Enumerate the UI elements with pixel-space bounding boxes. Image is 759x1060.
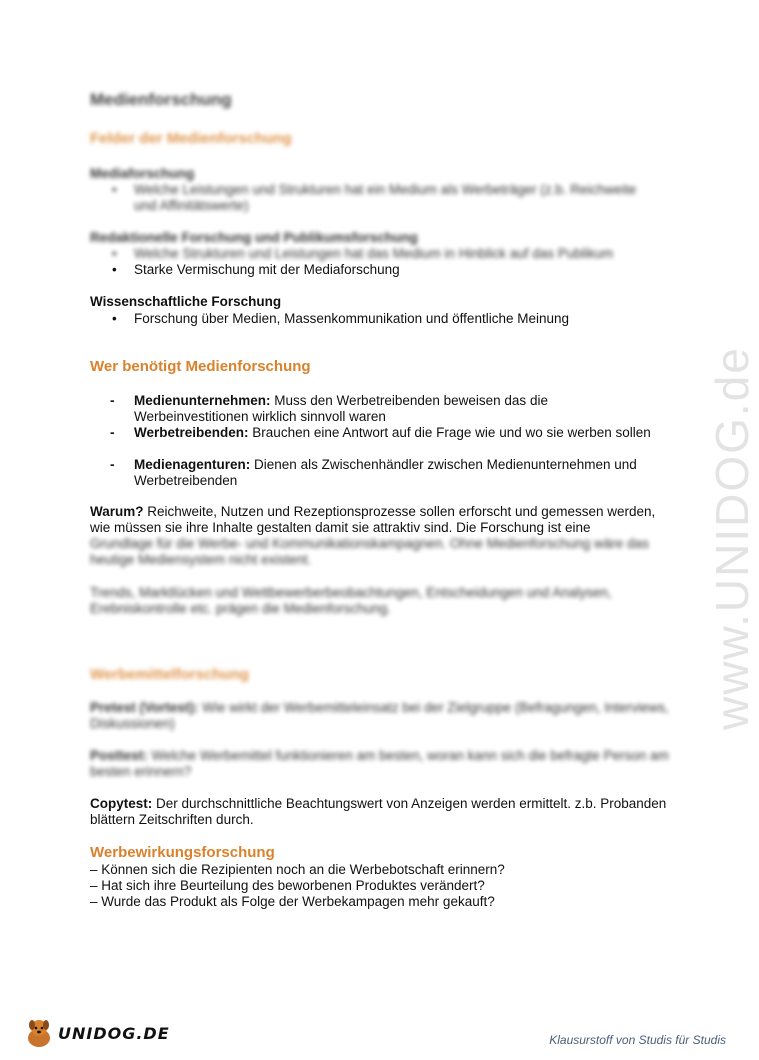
watermark: www.UNIDOG.de [706,346,758,730]
bullet-item: • Forschung über Medien, Massenkommunikation und öffentliche Meinung [112,311,672,327]
section-heading-wer: Wer benötigt Medienforschung [90,358,311,375]
dog-icon [22,1016,56,1050]
paragraph-posttest [90,748,670,780]
dash-item: - Medienagenturen: Dienen als Zwischenhändler zwischen Medienunternehmen und Werbetreibenden [110,457,637,488]
subheading-redaktionell: Redaktionelle Forschung und Publikumsforschung [90,230,418,245]
term-text: Dienen als Zwischenhändler zwischen Medienunternehmen und Werbetreibenden [134,457,637,488]
term-text: Brauchen eine Antwort auf die Frage wie und wo sie werben sollen [252,425,651,440]
subheading-wissenschaft: Wissenschaftliche Forschung [90,294,282,309]
bullet-item: • Starke Vermischung mit der Mediaforschung [112,262,672,278]
paragraph-trends: Trends, Marktlücken und Wettbewerberbeobachtungen, Entscheidungen und Analysen, Erebniskontrolle etc. prägen die Medienforschung. [90,585,612,616]
bullet-text: Welche Strukturen und Leistungen hat das Medium in Hinblick auf das Publikum [134,246,614,261]
document-title: Medienforschung [90,90,232,109]
section-heading-werbewirkung: Werbewirkungsforschung [90,844,275,861]
dash-item: - Medienunternehmen: Muss den Werbetreibenden beweisen das die Werbeinvestitionen wirklich sinnvoll waren [110,393,548,424]
question-line: – Können sich die Rezipienten noch an die Werbebotschaft erinnern? [90,862,505,877]
question-line: – Wurde das Produkt als Folge der Werbekampagen mehr gekauft? [90,894,495,909]
pretest-label: Pretest (Vortest): [90,700,199,715]
term: Medienagenturen: [134,457,251,472]
term: Medienunternehmen: [134,393,271,408]
copytest-label: Copytest: [90,796,153,811]
pretest-text: Wie wirkt der Werbemitteleinsatz bei der Zielgruppe (Befragungen, Interviews, Diskussionen) [90,700,669,731]
warum-text: Reichweite, Nutzen und Rezeptionsprozesse sollen erforscht und gemessen werden, wie müssen sie ihre Inhalte gestalten damit sie attraktiv sind. Die Forschung ist eine [90,504,656,535]
paragraph-pretest [90,700,670,732]
dash-item: - Werbetreibenden: Brauchen eine Antwort auf die Frage wie und wo sie werben sollen [110,425,651,440]
paragraph-copytest [90,796,670,828]
section-heading-werbemittel: Werbemittelforschung [90,666,249,683]
question-line: – Hat sich ihre Beurteilung des beworbenen Produktes verändert? [90,878,485,893]
posttest-label: Posttest: [90,748,148,763]
paragraph-warum-blurred: Grundlage für die Werbe- und Kommunikationskampagnen. Ohne Medienforschung wäre das heutige Mediensystem nicht existent. [90,536,649,567]
subheading-mediaforschung: Mediaforschung [90,166,195,181]
bullet-item: • Welche Strukturen und Leistungen hat das Medium in Hinblick auf das Publikum [112,246,672,262]
logo-text: UNIDOG.DE [58,1023,170,1043]
bullet-text: Welche Leistungen und Strukturen hat ein Medium als Werbeträger (z.b. Reichweite und Affinitätswerte) [134,182,637,213]
section-heading-felder: Felder der Medienforschung [90,130,292,147]
unidog-logo [22,1016,170,1050]
bullet-text: Forschung über Medien, Massenkommunikation und öffentliche Meinung [134,311,569,326]
bullet-text: Starke Vermischung mit der Mediaforschung [134,262,400,277]
copytest-text: Der durchschnittliche Beachtungswert von Anzeigen werden ermittelt. z.b. Probanden blättern Zeitschriften durch. [90,796,667,827]
term: Werbetreibenden: [134,425,249,440]
term-text: Muss den Werbetreibenden beweisen das die Werbeinvestitionen wirklich sinnvoll waren [134,393,548,424]
bullet-item: • Welche Leistungen und Strukturen hat ein Medium als Werbeträger (z.b. Reichweite und Affinitätswerte) [112,182,672,214]
footer-tagline: Klausurstoff von Studis für Studis [549,1033,726,1047]
paragraph-warum [90,504,670,536]
posttest-text: Welche Werbemittel funktionieren am besten, woran kann sich die befragte Person am besten erinnern? [90,748,669,779]
warum-label: Warum? [90,504,144,519]
